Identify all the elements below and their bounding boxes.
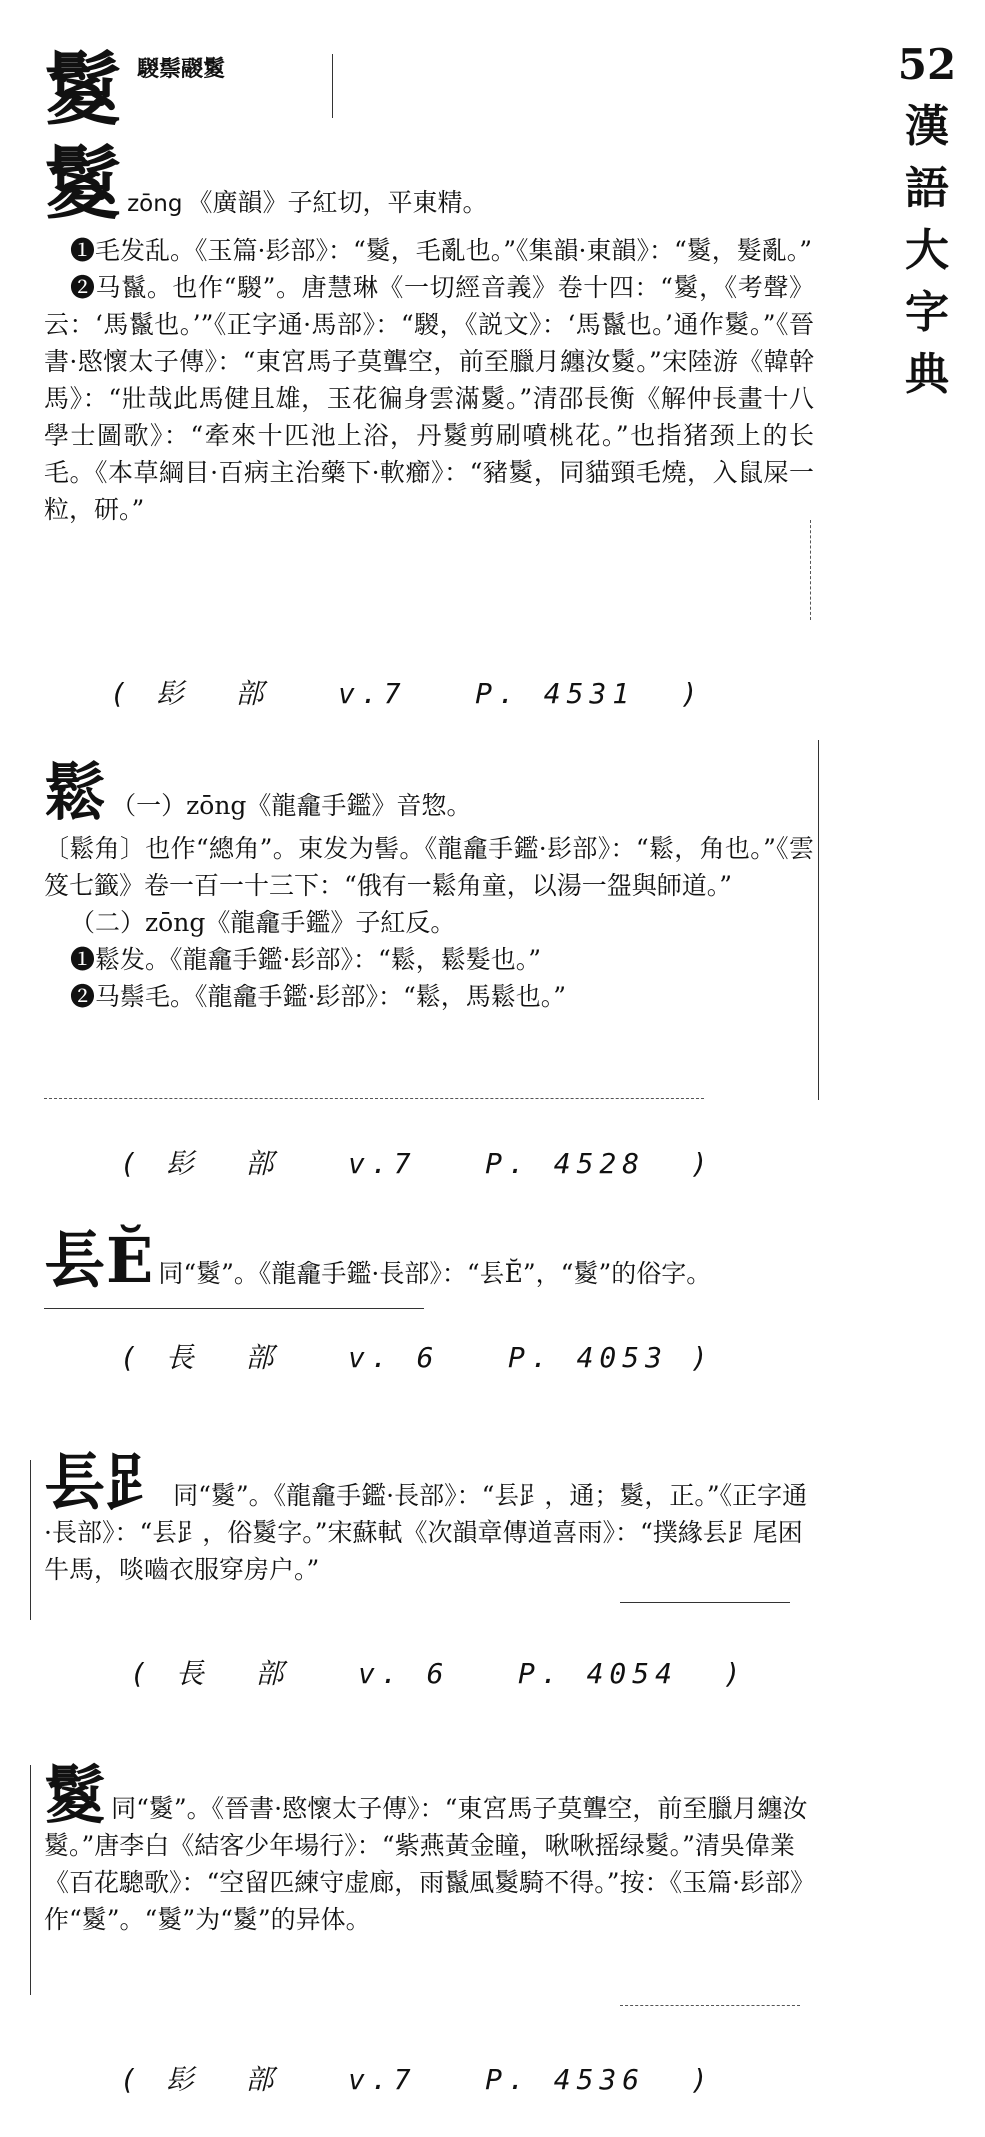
entry-2 [44, 756, 814, 1015]
entry-2-char: 鬆 [44, 756, 107, 829]
entry-4-text: 同“鬉”。《龍龕手鑑·長部》：“镸𧾷，通；鬉，正。”《正字通·長部》：“镸𧾷，俗鬉字。”宋蘇軾《次韻章傳道喜雨》：“撲緣镸𧾷尾困牛馬，啖嚙衣服穿房户。” [44, 1481, 808, 1584]
divider [44, 1098, 704, 1099]
side-title [897, 34, 957, 406]
entry-5 [44, 1759, 814, 1938]
divider [810, 520, 811, 620]
divider [30, 1460, 31, 1620]
entry-3-text: 同“鬉”。《龍龕手鑑·長部》：“镸Ĕ”，“鬉”的俗字。 [158, 1259, 712, 1288]
entry-3-reference: ( 長 部 v. 6 P. 4053 ) [120, 1341, 714, 1374]
entry-1-reference: ( 髟 部 v.7 P. 4531 ) [110, 677, 704, 710]
entry-2-sense-2: ❷马鬃毛。《龍龕手鑑·髟部》：“鬆，馬鬆也。” [70, 982, 567, 1011]
entry-2-heading-2: （二）zōng《龍龕手鑑》子紅反。 [70, 908, 456, 937]
entry-1-main-char: 鬉 [44, 139, 123, 230]
entry-2-heading-1: （一）zōng《龍龕手鑑》音惣。 [111, 791, 472, 820]
divider [332, 54, 333, 118]
divider [818, 740, 819, 1100]
entry-2-paragraph: 〔鬆角〕也作“總角”。束发为髻。《龍龕手鑑·髟部》：“鬆，角也。”《雲笈七籤》卷一百一十三下：“俄有一鬆角童，以湯一盌與師道。” [44, 834, 814, 900]
entry-4 [44, 1446, 814, 1588]
side-title-char: 語 [905, 163, 949, 214]
side-title-char: 字 [905, 287, 949, 338]
entry-1-pinyin: zōng [127, 191, 183, 217]
entry-4-char: 镸𧾷 [44, 1446, 169, 1519]
entry-1-variants: 騣鬃鬷鬉 [137, 56, 226, 82]
entry-5-text: 同“鬉”。《晉書·愍懷太子傳》：“東宮馬子莫聾空，前至臘月纏汝鬉。”唐李白《結客少年場行》：“紫燕黃金瞳，啾啾摇绿鬉。”清吳偉業《百花驄歌》：“空留匹練守虚廊，雨鬣風鬉騎不得。”按：《玉篇·髟部》作“鬉”。“鬉”为“鬉”的异体。 [44, 1794, 808, 1934]
entry-1-head-char: 鬉 [44, 45, 123, 136]
side-title-char: 典 [905, 349, 949, 400]
divider [620, 1602, 790, 1603]
divider [620, 2005, 800, 2006]
side-title-char: 大 [905, 225, 949, 276]
entry-1-sense-1: ❶毛发乱。《玉篇·髟部》：“鬉，毛亂也。”《集韻·東韻》：“鬉，髮亂。” [70, 236, 813, 265]
entry-5-reference: ( 髟 部 v.7 P. 4536 ) [120, 2063, 714, 2096]
entry-2-reference: ( 髟 部 v.7 P. 4528 ) [120, 1147, 714, 1180]
entry-1-sense-2: ❷马鬣。也作“騣”。唐慧琳《一切經音義》卷十四：“鬉，《考聲》云：‘馬鬣也。’”《正字通·馬部》：“騣，《説文》：‘馬鬣也。’通作鬉。”《晉書·愍懷太子傳》：“東宮馬子莫聾空，前至臘月纏汝鬉。”宋陸游《韓幹馬》：“壯哉此馬健且雄，玉花徧身雲滿鬉。”清邵長衡《解仲長畫十八學士圖歌》：“牽來十匹池上浴，丹鬉剪刷噴桃花。”也指猪颈上的长毛。《本草綱目·百病主治藥下·軟癤》：“豬鬉，同貓頸毛燒，入鼠屎一粒，研。” [44, 273, 814, 524]
entry-1 [44, 45, 814, 528]
entry-5-char: 鬉 [44, 1759, 107, 1832]
entry-3 [44, 1224, 814, 1297]
divider [44, 1308, 424, 1309]
entry-2-sense-1: ❶鬆发。《龍龕手鑑·髟部》：“鬆，鬆髮也。” [70, 945, 542, 974]
side-title-number: 52 [897, 40, 957, 89]
entry-3-char: 镸Ĕ [44, 1224, 154, 1297]
side-title-char: 漢 [905, 101, 949, 152]
entry-4-reference: ( 長 部 v. 6 P. 4054 ) [130, 1657, 747, 1690]
entry-1-phonetic: 《廣韻》子紅切，平東精。 [187, 188, 488, 217]
divider [30, 1765, 31, 1995]
